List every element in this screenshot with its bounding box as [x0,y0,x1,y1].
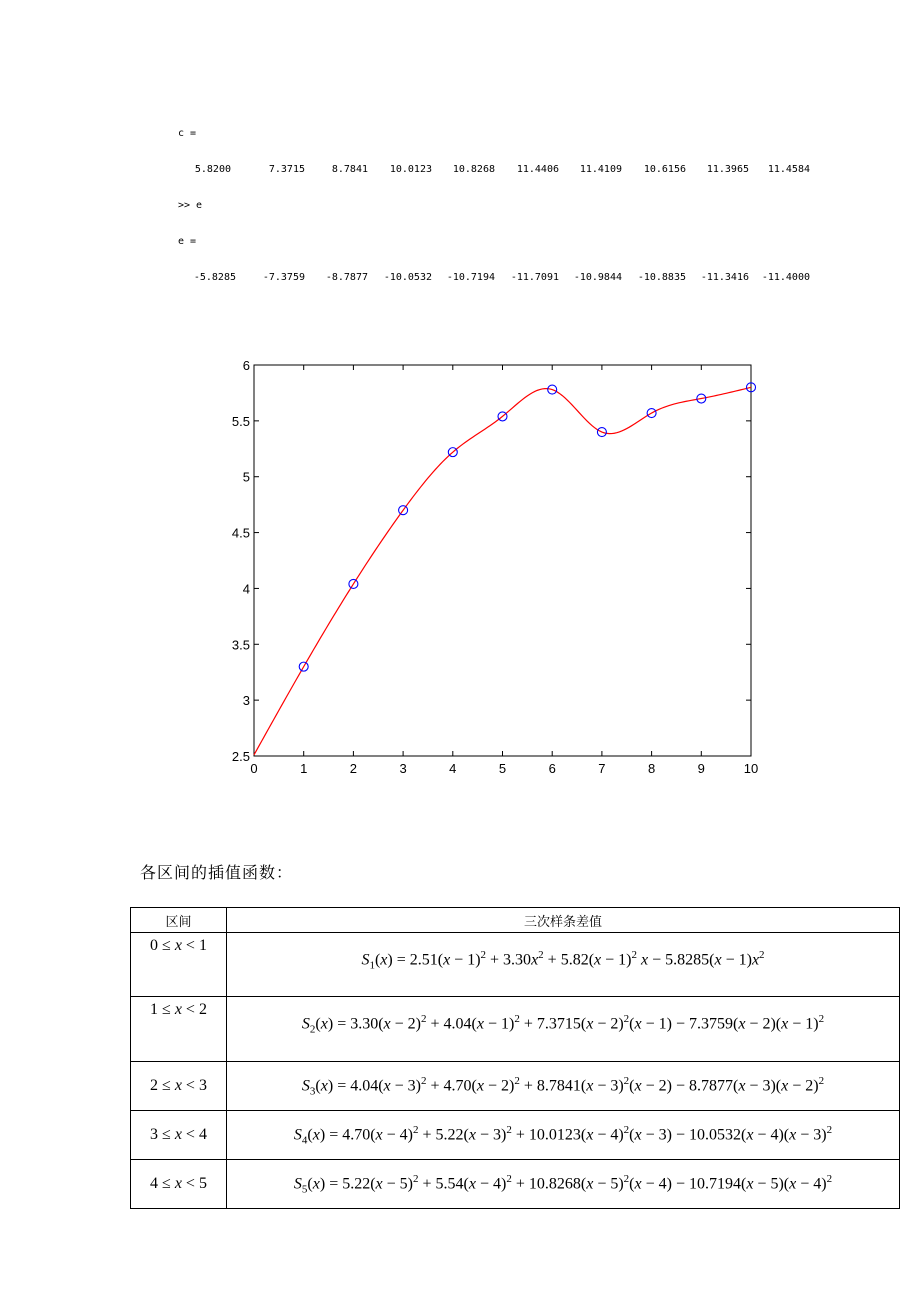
formula-cell: $S_4(x) = 4.70(x - 4)^2 + 5.22(x - 3)^2 + 10.0123(x - 4)^2(x - 3) - 10.0532(x - 4)(x - 3)^2$ [227,1111,900,1160]
c-value: 11.4406 [516,164,559,175]
x-tick-label: 10 [743,761,759,776]
e-value: -7.3759 [262,272,305,283]
c-value: 11.4109 [579,164,622,175]
section-heading: 各区间的插值函数： [140,863,294,882]
y-tick-label: 4 [242,581,250,597]
table-row [131,933,900,997]
e-value: -11.3416 [700,272,749,283]
interval-cell: 4 ≤ x < 5 [131,1160,227,1209]
x-tick-label: 2 [349,761,358,776]
table-row [131,997,900,1062]
c-values-row [0,164,920,178]
c-value: 11.3965 [706,164,749,175]
plot-frame [254,365,751,756]
e-value: -11.7091 [510,272,559,283]
c-value: 10.6156 [643,164,686,175]
spline-plot [224,355,774,785]
spline-table [130,907,900,1209]
formula-cell: $S_5(x) = 5.22(x - 5)^2 + 5.54(x - 4)^2 + 10.8268(x - 5)^2(x - 4) - 10.7194(x - 5)(x - 4)^2$ [227,1160,900,1209]
table-row [131,1111,900,1160]
x-tick-label: 9 [697,761,705,776]
y-tick-label: 5.5 [231,413,250,429]
e-label: e = [178,236,197,247]
x-tick-label: 4 [449,761,457,776]
y-tick-label: 4.5 [231,525,250,541]
interval-cell: 3 ≤ x < 4 [131,1111,227,1160]
interval-cell: 1 ≤ x < 2 [131,997,227,1062]
interval-cell: 2 ≤ x < 3 [131,1062,227,1111]
table-header-row [131,908,900,933]
command-prompt: >> e [178,200,203,211]
c-value: 11.4584 [767,164,810,175]
x-tick-label: 3 [399,761,407,776]
x-tick-label: 8 [647,761,656,776]
formula-cell: $S_1(x) = 2.51(x - 1)^2 + 3.30x^2 + 5.82(x - 1)^2$ $x - 5.8285(x - 1)x^2$ [227,933,900,997]
header-method: 三次样条差值 [227,908,900,933]
header-interval: 区间 [131,908,227,933]
y-tick-label: 3.5 [231,637,250,653]
formula-cell: $S_3(x) = 4.04(x - 3)^2 + 4.70(x - 2)^2 + 8.7841(x - 3)^2(x - 2) - 8.7877(x - 3)(x - 2)^2$ [227,1062,900,1111]
c-value: 8.7841 [331,164,368,175]
e-value: -5.8285 [193,272,236,283]
e-value: -8.7877 [325,272,368,283]
e-values-row [0,272,920,286]
x-tick-label: 6 [548,761,556,776]
c-value: 7.3715 [268,164,305,175]
e-value: -10.0532 [383,272,432,283]
y-tick-label: 3 [242,693,250,709]
y-tick-label: 5 [242,469,250,485]
c-value: 10.0123 [389,164,432,175]
table-row [131,1160,900,1209]
e-value: -11.4000 [761,272,810,283]
x-tick-label: 1 [300,761,308,776]
c-value: 10.8268 [452,164,495,175]
e-value: -10.7194 [446,272,495,283]
c-label: c = [178,128,197,139]
formula-cell: $S_2(x) = 3.30(x - 2)^2 + 4.04(x - 1)^2 + 7.3715(x - 2)^2(x - 1) - 7.3759(x - 2)(x - 1)^2$ [227,997,900,1062]
x-tick-label: 7 [598,761,606,776]
y-tick-label: 6 [242,358,250,373]
c-value: 5.8200 [194,164,231,175]
x-tick-label: 0 [250,761,258,776]
e-value: -10.9844 [573,272,622,283]
table-row [131,1062,900,1111]
e-value: -10.8835 [637,272,686,283]
interval-cell: 0 ≤ x < 1 [131,933,227,997]
x-tick-label: 5 [498,761,507,776]
y-tick-label: 2.5 [231,749,250,764]
